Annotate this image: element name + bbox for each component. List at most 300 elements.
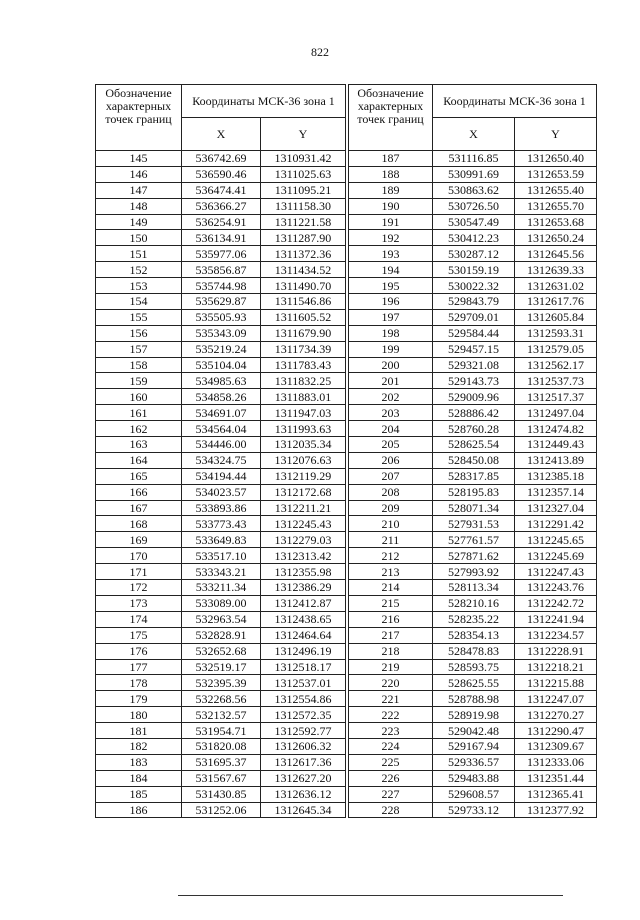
y-coordinate-cell: 1312413.89: [515, 452, 597, 468]
point-number-cell: 227: [349, 786, 433, 802]
point-number-cell: 196: [349, 294, 433, 310]
table-row: [96, 341, 346, 357]
point-number-cell: 206: [349, 452, 433, 468]
table-row: [96, 294, 346, 310]
point-number-cell: 180: [96, 707, 182, 723]
y-coordinate-cell: 1311221.58: [261, 214, 346, 230]
point-number-cell: 213: [349, 564, 433, 580]
x-coordinate-cell: 532963.54: [182, 611, 261, 627]
y-coordinate-cell: 1312245.43: [261, 516, 346, 532]
y-coordinate-cell: 1312076.63: [261, 452, 346, 468]
x-coordinate-cell: 532519.17: [182, 659, 261, 675]
table-row: [349, 643, 597, 659]
y-coordinate-cell: 1312645.56: [515, 246, 597, 262]
x-coordinate-cell: 529483.88: [433, 770, 515, 786]
x-coordinate-cell: 529321.08: [433, 357, 515, 373]
y-coordinate-cell: 1311783.43: [261, 357, 346, 373]
y-coordinate-cell: 1312172.68: [261, 484, 346, 500]
x-coordinate-cell: 530863.62: [433, 182, 515, 198]
x-coordinate-cell: 529584.44: [433, 325, 515, 341]
y-coordinate-cell: 1312377.92: [515, 802, 597, 818]
point-number-cell: 171: [96, 564, 182, 580]
table-row: [96, 611, 346, 627]
table-row: [349, 198, 597, 214]
x-coordinate-cell: 527993.92: [433, 564, 515, 580]
x-coordinate-cell: 532268.56: [182, 691, 261, 707]
point-number-cell: 157: [96, 341, 182, 357]
header-y: Y: [261, 118, 346, 151]
y-coordinate-cell: 1312592.77: [261, 723, 346, 739]
point-number-cell: 207: [349, 468, 433, 484]
point-number-cell: 211: [349, 532, 433, 548]
x-coordinate-cell: 534324.75: [182, 452, 261, 468]
point-number-cell: 149: [96, 214, 182, 230]
table-row: [96, 262, 346, 278]
table-row: [96, 516, 346, 532]
point-number-cell: 199: [349, 341, 433, 357]
x-coordinate-cell: 533893.86: [182, 500, 261, 516]
table-row: [349, 309, 597, 325]
x-coordinate-cell: 529843.79: [433, 294, 515, 310]
point-number-cell: 174: [96, 611, 182, 627]
x-coordinate-cell: 528071.34: [433, 500, 515, 516]
page-bottom-rule: [178, 895, 563, 896]
y-coordinate-cell: 1312242.72: [515, 595, 597, 611]
point-number-cell: 192: [349, 230, 433, 246]
y-coordinate-cell: 1312438.65: [261, 611, 346, 627]
point-number-cell: 184: [96, 770, 182, 786]
y-coordinate-cell: 1312639.33: [515, 262, 597, 278]
point-number-cell: 178: [96, 675, 182, 691]
point-number-cell: 226: [349, 770, 433, 786]
table-row: [349, 754, 597, 770]
point-number-cell: 162: [96, 421, 182, 437]
x-coordinate-cell: 528886.42: [433, 405, 515, 421]
table-body-left: [96, 151, 346, 818]
table-row: [349, 770, 597, 786]
point-number-cell: 220: [349, 675, 433, 691]
point-number-cell: 188: [349, 166, 433, 182]
x-coordinate-cell: 527761.57: [433, 532, 515, 548]
x-coordinate-cell: 528317.85: [433, 468, 515, 484]
x-coordinate-cell: 528625.55: [433, 675, 515, 691]
point-number-cell: 203: [349, 405, 433, 421]
x-coordinate-cell: 531820.08: [182, 738, 261, 754]
table-row: [96, 468, 346, 484]
point-number-cell: 164: [96, 452, 182, 468]
x-coordinate-cell: 530412.23: [433, 230, 515, 246]
table-row: [349, 341, 597, 357]
table-row: [349, 151, 597, 167]
point-number-cell: 193: [349, 246, 433, 262]
x-coordinate-cell: 528919.98: [433, 707, 515, 723]
point-number-cell: 209: [349, 500, 433, 516]
x-coordinate-cell: 535977.06: [182, 246, 261, 262]
point-number-cell: 191: [349, 214, 433, 230]
x-coordinate-cell: 533773.43: [182, 516, 261, 532]
x-coordinate-cell: 534446.00: [182, 437, 261, 453]
x-coordinate-cell: 534564.04: [182, 421, 261, 437]
table-row: [349, 516, 597, 532]
table-row: [96, 373, 346, 389]
x-coordinate-cell: 528195.83: [433, 484, 515, 500]
y-coordinate-cell: 1312579.05: [515, 341, 597, 357]
point-number-cell: 154: [96, 294, 182, 310]
point-number-cell: 183: [96, 754, 182, 770]
coordinates-table-right: [348, 84, 597, 818]
y-coordinate-cell: 1312385.18: [515, 468, 597, 484]
x-coordinate-cell: 528760.28: [433, 421, 515, 437]
y-coordinate-cell: 1311434.52: [261, 262, 346, 278]
y-coordinate-cell: 1311883.01: [261, 389, 346, 405]
table-row: [96, 182, 346, 198]
x-coordinate-cell: 531695.37: [182, 754, 261, 770]
x-coordinate-cell: 529336.57: [433, 754, 515, 770]
x-coordinate-cell: 529457.15: [433, 341, 515, 357]
y-coordinate-cell: 1312386.29: [261, 580, 346, 596]
point-number-cell: 158: [96, 357, 182, 373]
point-number-cell: 148: [96, 198, 182, 214]
table-row: [96, 707, 346, 723]
point-number-cell: 189: [349, 182, 433, 198]
table-row: [349, 452, 597, 468]
table-row: [96, 564, 346, 580]
point-number-cell: 173: [96, 595, 182, 611]
header-x: X: [433, 118, 515, 151]
y-coordinate-cell: 1312243.76: [515, 580, 597, 596]
table-row: [349, 182, 597, 198]
header-point-label: Обозначение характерных точек границ: [96, 85, 182, 151]
table-row: [96, 500, 346, 516]
x-coordinate-cell: 534194.44: [182, 468, 261, 484]
x-coordinate-cell: 528210.16: [433, 595, 515, 611]
x-coordinate-cell: 529042.48: [433, 723, 515, 739]
y-coordinate-cell: 1312655.70: [515, 198, 597, 214]
y-coordinate-cell: 1312554.86: [261, 691, 346, 707]
point-number-cell: 155: [96, 309, 182, 325]
table-row: [349, 484, 597, 500]
x-coordinate-cell: 528235.22: [433, 611, 515, 627]
x-coordinate-cell: 535856.87: [182, 262, 261, 278]
y-coordinate-cell: 1312234.57: [515, 627, 597, 643]
table-row: [96, 770, 346, 786]
y-coordinate-cell: 1312211.21: [261, 500, 346, 516]
point-number-cell: 177: [96, 659, 182, 675]
point-number-cell: 223: [349, 723, 433, 739]
table-row: [96, 723, 346, 739]
y-coordinate-cell: 1312606.32: [261, 738, 346, 754]
x-coordinate-cell: 533343.21: [182, 564, 261, 580]
table-row: [349, 389, 597, 405]
x-coordinate-cell: 534858.26: [182, 389, 261, 405]
x-coordinate-cell: 528354.13: [433, 627, 515, 643]
table-row: [349, 230, 597, 246]
point-number-cell: 165: [96, 468, 182, 484]
y-coordinate-cell: 1312270.27: [515, 707, 597, 723]
table-row: [349, 627, 597, 643]
header-y: Y: [515, 118, 597, 151]
table-row: [349, 500, 597, 516]
table-row: [349, 325, 597, 341]
point-number-cell: 210: [349, 516, 433, 532]
point-number-cell: 228: [349, 802, 433, 818]
y-coordinate-cell: 1312228.91: [515, 643, 597, 659]
table-row: [349, 659, 597, 675]
table-row: [96, 659, 346, 675]
table-row: [96, 405, 346, 421]
point-number-cell: 167: [96, 500, 182, 516]
y-coordinate-cell: 1311490.70: [261, 278, 346, 294]
table-row: [96, 754, 346, 770]
point-number-cell: 156: [96, 325, 182, 341]
point-number-cell: 201: [349, 373, 433, 389]
y-coordinate-cell: 1312631.02: [515, 278, 597, 294]
point-number-cell: 163: [96, 437, 182, 453]
x-coordinate-cell: 531954.71: [182, 723, 261, 739]
table-row: [349, 564, 597, 580]
table-row: [349, 405, 597, 421]
table-row: [349, 707, 597, 723]
y-coordinate-cell: 1312537.73: [515, 373, 597, 389]
x-coordinate-cell: 527931.53: [433, 516, 515, 532]
y-coordinate-cell: 1312655.40: [515, 182, 597, 198]
x-coordinate-cell: 528625.54: [433, 437, 515, 453]
x-coordinate-cell: 528450.08: [433, 452, 515, 468]
point-number-cell: 150: [96, 230, 182, 246]
point-number-cell: 216: [349, 611, 433, 627]
y-coordinate-cell: 1312636.12: [261, 786, 346, 802]
table-row: [96, 452, 346, 468]
table-row: [96, 532, 346, 548]
table-row: [349, 262, 597, 278]
y-coordinate-cell: 1312279.03: [261, 532, 346, 548]
x-coordinate-cell: 536134.91: [182, 230, 261, 246]
y-coordinate-cell: 1312309.67: [515, 738, 597, 754]
y-coordinate-cell: 1312313.42: [261, 548, 346, 564]
table-row: [349, 723, 597, 739]
y-coordinate-cell: 1312333.06: [515, 754, 597, 770]
y-coordinate-cell: 1312218.21: [515, 659, 597, 675]
y-coordinate-cell: 1311679.90: [261, 325, 346, 341]
y-coordinate-cell: 1312327.04: [515, 500, 597, 516]
point-number-cell: 225: [349, 754, 433, 770]
table-row: [96, 421, 346, 437]
y-coordinate-cell: 1311158.30: [261, 198, 346, 214]
y-coordinate-cell: 1312517.37: [515, 389, 597, 405]
y-coordinate-cell: 1312653.59: [515, 166, 597, 182]
point-number-cell: 212: [349, 548, 433, 564]
x-coordinate-cell: 531252.06: [182, 802, 261, 818]
y-coordinate-cell: 1312650.24: [515, 230, 597, 246]
header-coordinate-system: Координаты МСК-36 зона 1: [433, 85, 597, 118]
y-coordinate-cell: 1312247.07: [515, 691, 597, 707]
point-number-cell: 159: [96, 373, 182, 389]
x-coordinate-cell: 532652.68: [182, 643, 261, 659]
table-row: [96, 357, 346, 373]
table-row: [96, 151, 346, 167]
point-number-cell: 197: [349, 309, 433, 325]
y-coordinate-cell: 1312537.01: [261, 675, 346, 691]
x-coordinate-cell: 535104.04: [182, 357, 261, 373]
x-coordinate-cell: 530726.50: [433, 198, 515, 214]
table-row: [96, 166, 346, 182]
y-coordinate-cell: 1312464.64: [261, 627, 346, 643]
table-row: [96, 691, 346, 707]
x-coordinate-cell: 532132.57: [182, 707, 261, 723]
x-coordinate-cell: 535343.09: [182, 325, 261, 341]
point-number-cell: 175: [96, 627, 182, 643]
x-coordinate-cell: 530022.32: [433, 278, 515, 294]
y-coordinate-cell: 1312245.69: [515, 548, 597, 564]
table-row: [349, 166, 597, 182]
point-number-cell: 161: [96, 405, 182, 421]
table-row: [349, 548, 597, 564]
table-body-right: [349, 151, 597, 818]
y-coordinate-cell: 1311947.03: [261, 405, 346, 421]
table-row: [96, 198, 346, 214]
x-coordinate-cell: 534985.63: [182, 373, 261, 389]
table-row: [349, 357, 597, 373]
y-coordinate-cell: 1312355.98: [261, 564, 346, 580]
table-row: [96, 389, 346, 405]
point-number-cell: 160: [96, 389, 182, 405]
table-row: [96, 484, 346, 500]
x-coordinate-cell: 529733.12: [433, 802, 515, 818]
table-row: [349, 373, 597, 389]
y-coordinate-cell: 1311734.39: [261, 341, 346, 357]
x-coordinate-cell: 529608.57: [433, 786, 515, 802]
y-coordinate-cell: 1312449.43: [515, 437, 597, 453]
point-number-cell: 187: [349, 151, 433, 167]
point-number-cell: 217: [349, 627, 433, 643]
table-row: [349, 802, 597, 818]
table-row: [349, 786, 597, 802]
table-row: [96, 627, 346, 643]
table-row: [349, 246, 597, 262]
table-row: [96, 643, 346, 659]
table-row: [96, 246, 346, 262]
x-coordinate-cell: 536474.41: [182, 182, 261, 198]
y-coordinate-cell: 1312215.88: [515, 675, 597, 691]
y-coordinate-cell: 1312119.29: [261, 468, 346, 484]
table-row: [96, 437, 346, 453]
y-coordinate-cell: 1311832.25: [261, 373, 346, 389]
point-number-cell: 219: [349, 659, 433, 675]
table-row: [349, 532, 597, 548]
table-row: [349, 738, 597, 754]
point-number-cell: 185: [96, 786, 182, 802]
y-coordinate-cell: 1312247.43: [515, 564, 597, 580]
table-row: [96, 738, 346, 754]
y-coordinate-cell: 1312562.17: [515, 357, 597, 373]
table-row: [349, 214, 597, 230]
x-coordinate-cell: 531430.85: [182, 786, 261, 802]
y-coordinate-cell: 1311605.52: [261, 309, 346, 325]
point-number-cell: 176: [96, 643, 182, 659]
x-coordinate-cell: 531116.85: [433, 151, 515, 167]
point-number-cell: 208: [349, 484, 433, 500]
y-coordinate-cell: 1312605.84: [515, 309, 597, 325]
y-coordinate-cell: 1311287.90: [261, 230, 346, 246]
y-coordinate-cell: 1312617.36: [261, 754, 346, 770]
x-coordinate-cell: 529709.01: [433, 309, 515, 325]
x-coordinate-cell: 530159.19: [433, 262, 515, 278]
point-number-cell: 168: [96, 516, 182, 532]
x-coordinate-cell: 536742.69: [182, 151, 261, 167]
point-number-cell: 198: [349, 325, 433, 341]
x-coordinate-cell: 533517.10: [182, 548, 261, 564]
point-number-cell: 186: [96, 802, 182, 818]
table-row: [96, 675, 346, 691]
table-row: [349, 437, 597, 453]
y-coordinate-cell: 1312290.47: [515, 723, 597, 739]
point-number-cell: 190: [349, 198, 433, 214]
y-coordinate-cell: 1312650.40: [515, 151, 597, 167]
table-row: [349, 611, 597, 627]
header-x: X: [182, 118, 261, 151]
point-number-cell: 202: [349, 389, 433, 405]
table-row: [349, 691, 597, 707]
point-number-cell: 182: [96, 738, 182, 754]
table-row: [349, 595, 597, 611]
y-coordinate-cell: 1312241.94: [515, 611, 597, 627]
table-row: [96, 325, 346, 341]
y-coordinate-cell: 1312593.31: [515, 325, 597, 341]
x-coordinate-cell: 535219.24: [182, 341, 261, 357]
x-coordinate-cell: 533211.34: [182, 580, 261, 596]
point-number-cell: 204: [349, 421, 433, 437]
table-row: [349, 278, 597, 294]
table-row: [349, 421, 597, 437]
y-coordinate-cell: 1312357.14: [515, 484, 597, 500]
y-coordinate-cell: 1312365.41: [515, 786, 597, 802]
x-coordinate-cell: 529143.73: [433, 373, 515, 389]
point-number-cell: 194: [349, 262, 433, 278]
y-coordinate-cell: 1312412.87: [261, 595, 346, 611]
point-number-cell: 151: [96, 246, 182, 262]
coordinates-table-left: [95, 84, 346, 818]
x-coordinate-cell: 528478.83: [433, 643, 515, 659]
table-row: [96, 595, 346, 611]
y-coordinate-cell: 1310931.42: [261, 151, 346, 167]
y-coordinate-cell: 1312653.68: [515, 214, 597, 230]
point-number-cell: 172: [96, 580, 182, 596]
y-coordinate-cell: 1312497.04: [515, 405, 597, 421]
x-coordinate-cell: 533649.83: [182, 532, 261, 548]
x-coordinate-cell: 535629.87: [182, 294, 261, 310]
table-row: [96, 548, 346, 564]
point-number-cell: 214: [349, 580, 433, 596]
x-coordinate-cell: 536254.91: [182, 214, 261, 230]
page-number: 822: [311, 45, 329, 59]
table-row: [96, 214, 346, 230]
point-number-cell: 170: [96, 548, 182, 564]
y-coordinate-cell: 1311546.86: [261, 294, 346, 310]
table-row: [96, 230, 346, 246]
x-coordinate-cell: 529167.94: [433, 738, 515, 754]
table-row: [349, 468, 597, 484]
point-number-cell: 221: [349, 691, 433, 707]
point-number-cell: 215: [349, 595, 433, 611]
y-coordinate-cell: 1312245.65: [515, 532, 597, 548]
x-coordinate-cell: 536366.27: [182, 198, 261, 214]
header-point-label: Обозначение характерных точек границ: [349, 85, 433, 151]
x-coordinate-cell: 530991.69: [433, 166, 515, 182]
x-coordinate-cell: 532395.39: [182, 675, 261, 691]
point-number-cell: 181: [96, 723, 182, 739]
point-number-cell: 218: [349, 643, 433, 659]
y-coordinate-cell: 1312617.76: [515, 294, 597, 310]
